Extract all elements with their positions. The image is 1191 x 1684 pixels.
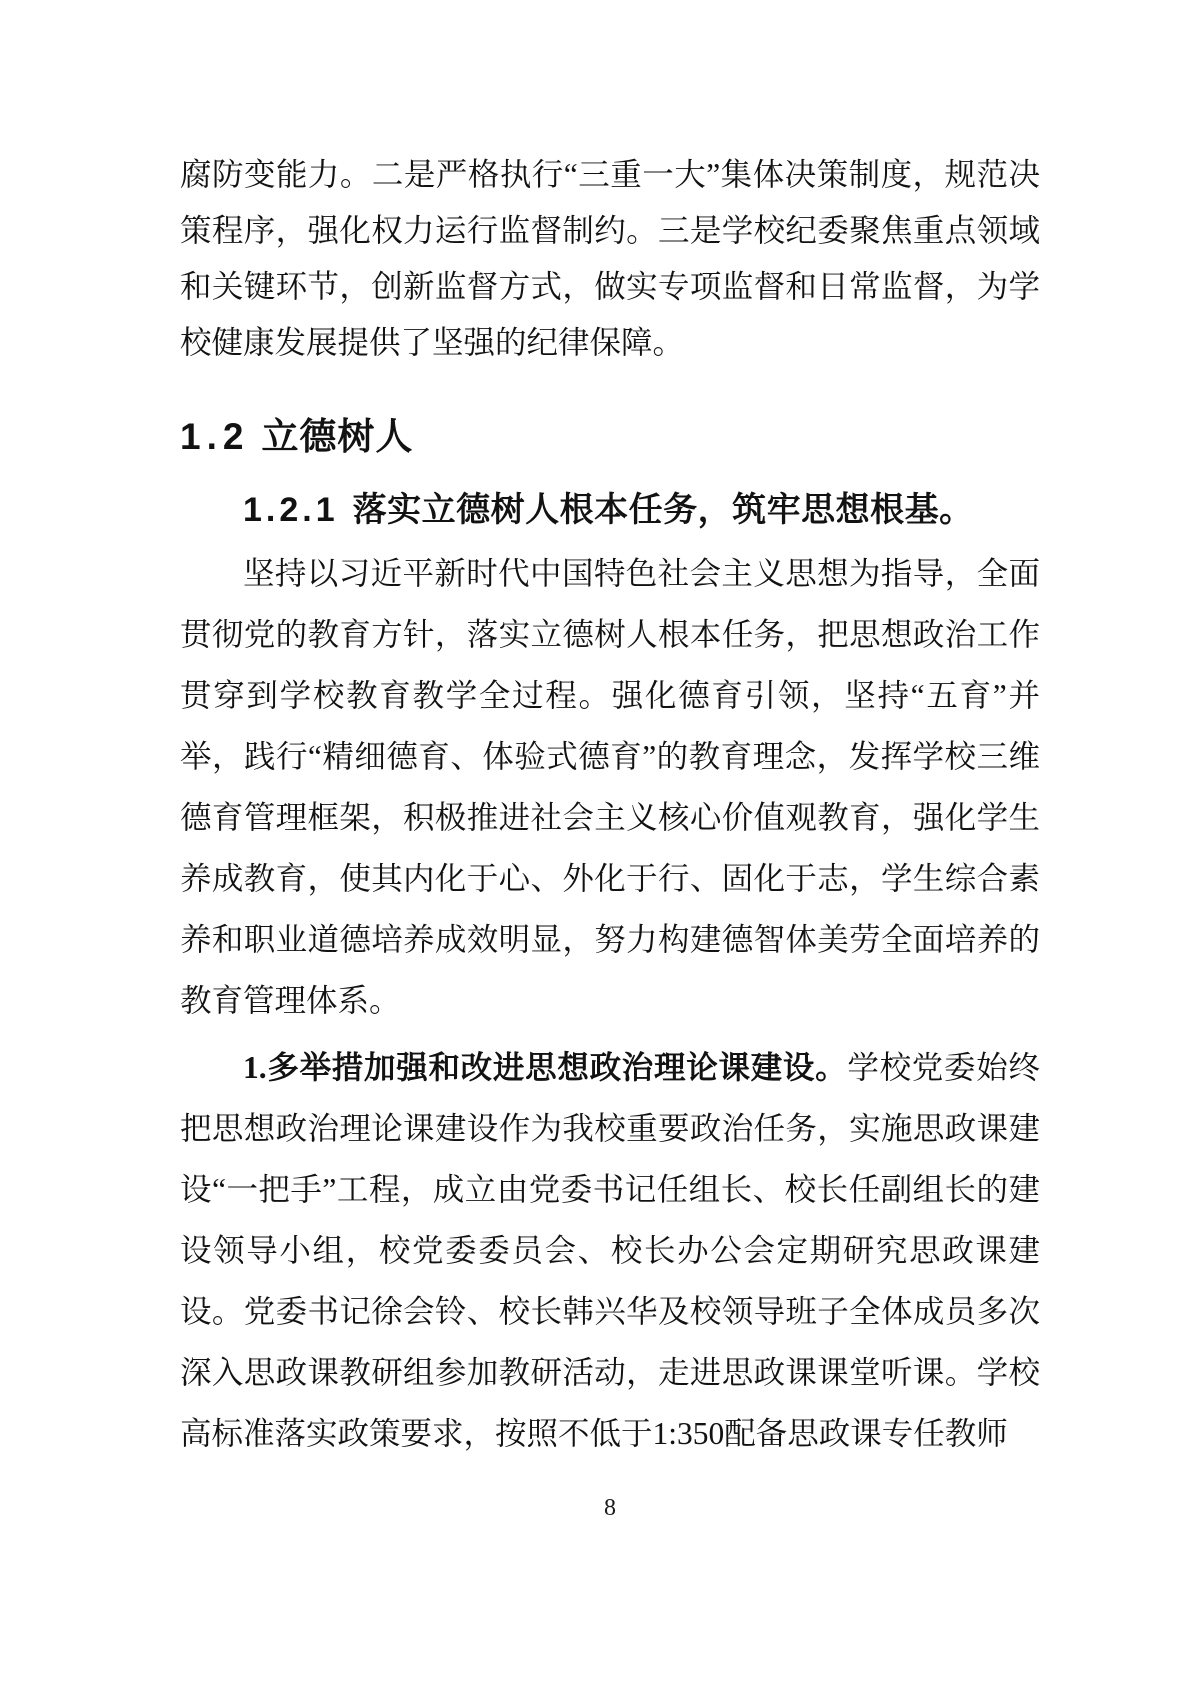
paragraph-political-course-text: 学校党委始终把思想政治理论课建设作为我校重要政治任务，实施思政课建设“一把手”工程，成立由党委书记任组长、校长任副组长的建设领导小组，校党委委员会、校长办公会定期研究思政课建设。党委书记徐会铃、校长韩兴华及校领导班子全体成员多次深入思政课教研组参加教研活动，走进思政课课堂听课。学校高标准落实政策要求，按照不低于1:350配备思政课专任教师 — [180, 1050, 1040, 1451]
subsection-heading — [180, 487, 1040, 534]
subsection-number: 1.2.1 — [243, 491, 339, 529]
subsection-title: 落实立德树人根本任务，筑牢思想根基。 — [352, 492, 974, 529]
paragraph-continuation: 腐防变能力。二是严格执行“三重一大”集体决策制度，规范决策程序，强化权力运行监督制约。三是学校纪委聚焦重点领域和关键环节，创新监督方式，做实专项监督和日常监督，为学校健康发展提供了坚强的纪律保障。 — [180, 157, 1040, 360]
page-footer — [180, 1494, 1040, 1522]
section-heading — [180, 414, 1040, 460]
section-number: 1.2 — [180, 416, 250, 457]
section-title: 立德树人 — [261, 416, 414, 457]
page-number: 8 — [604, 1495, 616, 1521]
paragraph-ideology: 坚持以习近平新时代中国特色社会主义思想为指导，全面贯彻党的教育方针，落实立德树人根本任务，把思想政治工作贯穿到学校教育教学全过程。强化德育引领，坚持“五育”并举，践行“精细德育、体验式德育”的教育理念，发挥学校三维德育管理框架，积极推进社会主义核心价值观教育，强化学生养成教育，使其内化于心、外化于行、固化于志，学生综合素养和职业道德培养成效明显，努力构建德智体美劳全面培养的教育管理体系。 — [180, 556, 1040, 1018]
paragraph-political-course — [180, 1037, 1040, 1464]
page-content — [180, 147, 1040, 1522]
paragraph-political-course-lead: 1.多举措加强和改进思想政治理论课建设。 — [243, 1050, 848, 1085]
